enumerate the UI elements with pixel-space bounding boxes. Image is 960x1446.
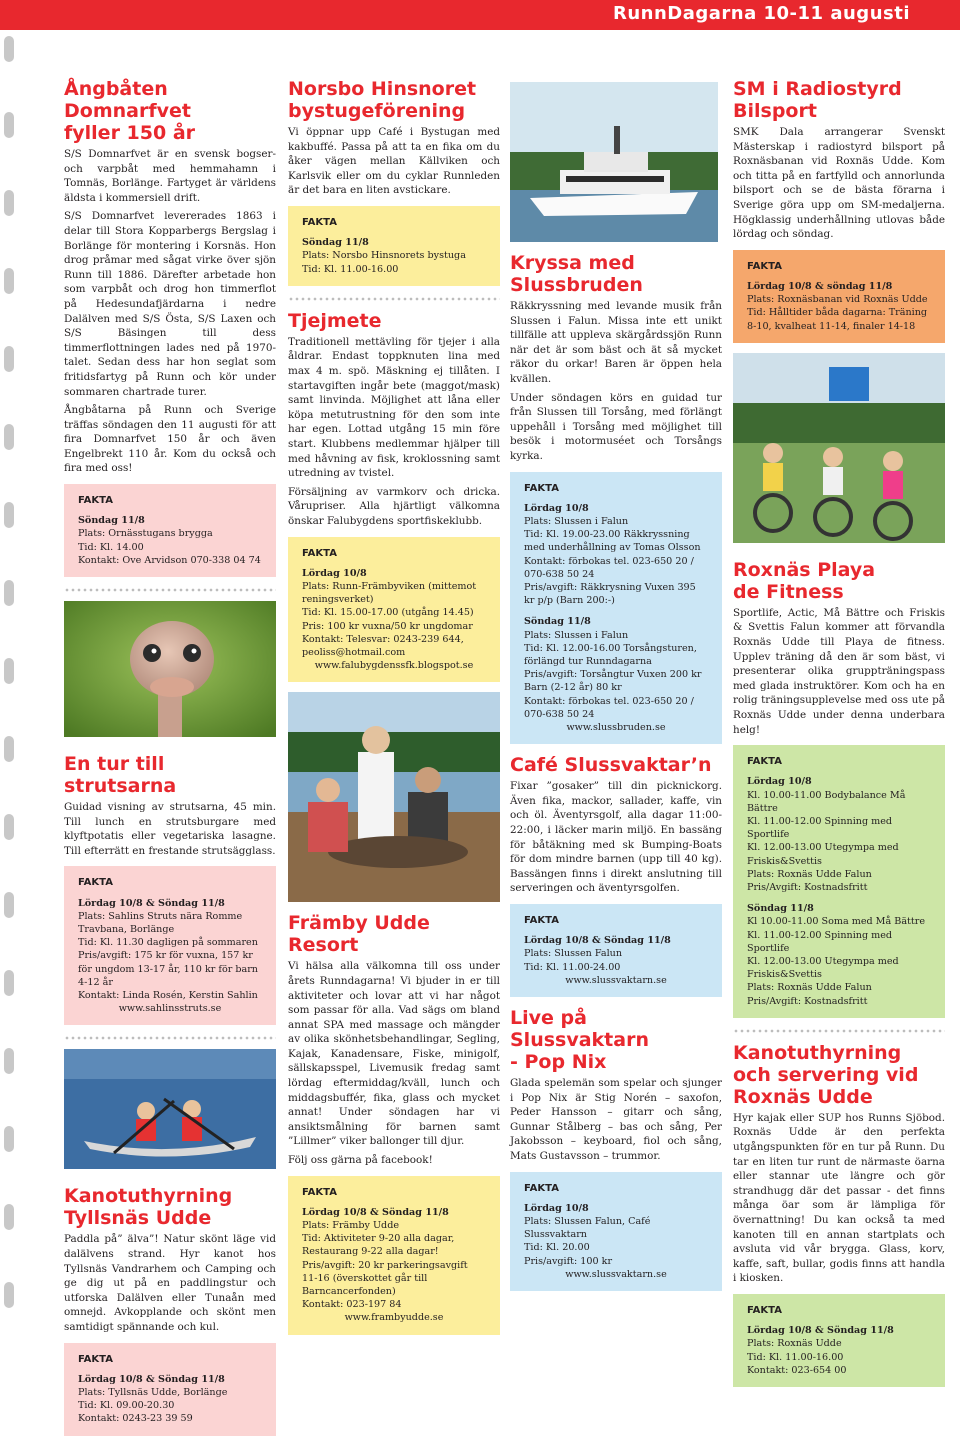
domnarfvet-title: Ångbåten Domnarfvet fyller 150 år — [64, 78, 196, 144]
fakta-line: Lördag 10/8 & Söndag 11/8 — [747, 1325, 894, 1337]
fakta-line: Söndag 11/8 — [747, 903, 814, 915]
column-4 — [733, 78, 945, 1397]
fakta-line: Pris: 100 kr vuxna/50 kr ungdomar — [302, 620, 473, 632]
fakta-line: Pris/avgift: 20 kr parkeringsavgift 11-16 (överskottet går till Barncancerfonden) — [302, 1259, 468, 1298]
fakta-line: Kl. 11.00-12.00 Spinning med Sportlife — [747, 929, 893, 954]
fakta-line: Plats: Ornässtugans brygga — [78, 528, 213, 540]
cafe-photo — [288, 692, 500, 902]
tjejmete-fakta-box — [288, 537, 500, 683]
fakta-line: Plats: Roxnäs Udde Falun — [747, 982, 872, 994]
fakta-label: FAKTA — [747, 260, 782, 272]
domnarfvet-paragraph-2: S/S Domnarfvet levererades 1863 i delar till Stora Kopparbergs Bergslag i Borlänge för montering i Korsnäs. Hon drog pråmar med sågat virke över sjön Runn till 1886. Därefter arbetade hon som varpbåt och drog hon timmerflot på Hedesundafjärdarna i nedre Dalälven med S/S Östa, S/S Laxen och S/S Bäsingen till dess timmerflottningen lades ned på 1970-talet. Sedan dess har hon seglat som fritidsfartyg på Runn och kör under sommaren chartrade turer. — [64, 210, 276, 398]
fakta-line: Plats: Slussen Falun, Café Slussvaktarn — [524, 1215, 651, 1241]
slussbruden-paragraph-2: Under söndagen körs en guidad tur från Slussen till Torsång, med förlängt uppehåll i Torsång med möjlighet till besök i motormuséet och Torsångs kyrka. — [510, 391, 722, 462]
fakta-line: Plats: Slussen i Falun — [524, 515, 629, 527]
fakta-link[interactable]: www.falubygdenssfk.blogspot.se — [314, 660, 474, 672]
playa-fakta-box — [733, 745, 945, 1018]
fakta-line: Plats: Roxnäs Udde Falun — [747, 868, 872, 880]
slussbruden-fakta-box — [510, 472, 722, 745]
dotted-divider — [64, 1035, 276, 1041]
fakta-link[interactable]: www.slussbruden.se — [566, 721, 666, 733]
header-title: RunnDagarna 10-11 augusti — [612, 3, 910, 24]
cafe-title: Café Slussvaktar’n — [510, 754, 712, 777]
fakta-line: Kl. 11.00-12.00 Spinning med Sportlife — [747, 815, 893, 841]
fakta-line: Plats: Främby Udde — [302, 1220, 400, 1232]
fakta-line: Lördag 10/8 — [747, 776, 812, 788]
tjejmete-paragraph-1: Traditionell mettävling för tjejer i alla åldrar. Endast toppknuten lina med max 4 m. spö. Mäskning ej tillåten. I startavgiften ingår bete (maggot/mask) samt linvinda. Möjlighet att låna eller köpa metutrustning för den som inte har egen. Lottad utgång 15 min före start. Klubbens medlemmar hjälper till med håvning av fisk, kroklossning samt utredning av tvistel. — [288, 335, 500, 480]
fakta-line: Söndag 11/8 — [302, 237, 369, 249]
struts-title: En tur till strutsarna — [64, 753, 177, 798]
fakta-line: Tid: Kl. 11.00-16.00 — [747, 1351, 844, 1363]
fakta-label: FAKTA — [78, 877, 113, 889]
fakta-label: FAKTA — [524, 1182, 559, 1194]
fakta-label: FAKTA — [524, 482, 559, 494]
fakta-label: FAKTA — [302, 547, 337, 559]
fakta-line: Lördag 10/8 & söndag 11/8 — [747, 280, 893, 292]
fakta-line: Tid: Aktiviteter 9-20 alla dagar, Restaurang 9-22 alla dagar! — [302, 1233, 455, 1258]
fakta-line: Kontakt: 023-654 00 — [747, 1364, 847, 1376]
fakta-line: Tid: Kl. 12.00-16.00 Torsångsturen, förlängd tur Runndagarna — [524, 642, 697, 667]
fakta-label: FAKTA — [747, 1304, 782, 1316]
fakta-line: Lördag 10/8 & Söndag 11/8 — [78, 897, 225, 909]
fakta-link[interactable]: www.frambyudde.se — [344, 1312, 444, 1324]
domnarfvet-fakta-box — [64, 484, 276, 577]
fakta-label: FAKTA — [302, 216, 337, 228]
fakta-line: Tid: Kl. 11.00-16.00 — [302, 263, 399, 275]
framby-paragraph-2: Följ oss gärna på facebook! — [288, 1154, 433, 1167]
column-2 — [288, 78, 500, 1345]
fakta-label: FAKTA — [78, 1353, 113, 1365]
sm-title: SM i Radiostyrd Bilsport — [733, 78, 902, 122]
framby-paragraph-1: Vi hälsa alla välkomna till oss under årets Runndagarna! Vi bjuder in er till aktiviteter och lovar att vi har något som passar för alla. Vad sägs om bland annat SPA med massage och mängder av olika skönhetsbehandlingar, Segling, Kajak, Kanadensare, Fiske, minigolf, sällskapsspel, Livemusik fredag samt lördag eftermiddag/kväll, lunch och middagsbuffér, fika, glass och mycket annat! Under söndagen har vi ansiktsmålning för barnen samt ”Lillmer” viker ballonger till djur. — [288, 960, 500, 1148]
boat-photo — [510, 82, 718, 242]
fakta-line: Kontakt: 023-197 84 — [302, 1299, 402, 1311]
fakta-line: Tid: Kl. 14.00 — [78, 541, 144, 553]
fakta-label: FAKTA — [78, 495, 113, 507]
struts-paragraph: Guidad visning av strutsarna, 45 min. Till lunch en strutsburgare med klyftpotatis eller vegetariska lasagne. Till efterrätt en frestande strutsägglass. — [64, 801, 276, 857]
fakta-line: Lördag 10/8 — [302, 567, 367, 579]
ostrich-photo — [64, 601, 276, 737]
fakta-label: FAKTA — [747, 756, 782, 768]
fakta-line: Lördag 10/8 & Söndag 11/8 — [302, 1206, 449, 1218]
cafe-paragraph: Fixar ”gosaker” till din picknickorg. Även fika, mackor, sallader, kaffe, vin och öl. Äventyrsgolf, alla dagar 11:00-22:00, i läcker marin miljö. En bassäng för båtäkning med sk Bumping-Boats för dom mindre barnen (upp till 40 kg). Bassängen finns i direkt anslutning till serveringen och äventyrsgolfen. — [510, 780, 722, 895]
column-1 — [64, 78, 276, 1446]
domnarfvet-paragraph-3: Ångbåtarna på Runn och Sverige träffas söndagen den 11 augusti för att fira Domnarfvet 150 år och även Engelbrekt 110 år. Kom du också och fira med oss! — [64, 404, 276, 475]
fakta-line: Tid: Kl. 09.00-20.30 — [78, 1400, 175, 1412]
fakta-line: Lördag 10/8 & Söndag 11/8 — [524, 935, 671, 947]
fakta-link[interactable]: www.slussvaktarn.se — [565, 974, 667, 986]
fakta-line: Kontakt: 0243-23 39 59 — [78, 1413, 193, 1425]
fakta-line: Plats: Norsbo Hinsnorets bystuga — [302, 250, 466, 262]
fakta-line: Lördag 10/8 — [524, 502, 589, 514]
fakta-line: Kontakt: förbokas tel. 023-650 20 / 070-638 50 24 — [524, 555, 694, 580]
fakta-link[interactable]: www.slussvaktarn.se — [565, 1268, 667, 1280]
fakta-line: Plats: Slussen Falun — [524, 948, 623, 960]
tjejmete-paragraph-2: Försäljning av varmkorv och dricka. Vårupriser. Alla hjärtligt välkomna önskar Falubygdens sportfiskeklubb. — [288, 485, 500, 527]
fakta-line: Kl. 12.00-13.00 Utegympa med Friskis&Svettis — [747, 955, 899, 981]
roxnas-paragraph: Hyr kajak eller SUP hos Runns Sjöbod. Roxnäs Udde är den perfekta utgångspunkten för en tur på Runn. Du tar en liten tur runt de närmaste öarna eller stannar ute längre och gör strandhugg där det passar - det finns många öar som är lämpliga för övernattning! Du kan också ta med kanoten till en annan startplats och avsluta vid vår brygga. Glass, korv, kaffe, saft, bullar, godis finns att handla i kiosken. — [733, 1111, 945, 1285]
dotted-divider — [288, 296, 500, 302]
sm-fakta-box — [733, 250, 945, 343]
roxnas-title: Kanotuthyrning och servering vid Roxnäs Udde — [733, 1041, 919, 1108]
fakta-line: Tid: Kl. 20.00 — [524, 1242, 590, 1254]
fakta-line: Kl 10.00-11.00 Soma med Må Bättre — [747, 916, 926, 928]
fakta-line: Plats: Tyllsnäs Udde, Borlänge — [78, 1387, 228, 1399]
framby-fakta-box — [288, 1176, 500, 1335]
column-3 — [510, 82, 722, 1301]
binder-holes — [4, 0, 14, 1331]
playa-title: Roxnäs Playa de Fitness — [733, 558, 876, 603]
fakta-line: Plats: Runn-Främbyviken (mittemot reningsverket) — [302, 580, 477, 606]
fakta-label: FAKTA — [302, 1186, 337, 1198]
fakta-line: Kl. 10.00-11.00 Bodybalance Må Bättre — [747, 789, 906, 814]
fakta-line: Tid: Kl. 11.30 dagligen på sommaren — [78, 937, 258, 949]
spinning-photo — [733, 353, 945, 543]
sm-paragraph: SMK Dala arrangerar Svenskt Mästerskap i radiostyrd bilsport på Roxnäsbanan vid Roxnäs Udde. Kom och titta på en fartfylld och annorlunda bilsport och se de bästa förarna i Sverige göra upp om SM-medaljerna. Högklassig underhållning utlovas både lördag och söndag. — [733, 126, 945, 241]
fakta-line: Söndag 11/8 — [78, 515, 145, 527]
fakta-line: Plats: Roxnäs Udde — [747, 1338, 842, 1350]
slussbruden-title: Kryssa med Slussbruden — [510, 252, 643, 296]
fakta-line: Kontakt: Telesvar: 0243-239 644, peoliss@hotmail.com — [302, 633, 464, 658]
fakta-line: Pris/avgift: Torsångtur Vuxen 200 kr Barn (2-12 år) 80 kr — [524, 669, 702, 694]
fakta-line: Pris/avgift: 100 kr — [524, 1255, 613, 1267]
tyllsnas-paragraph: Paddla på” älva”! Natur skönt läge vid dalälvens strand. Hyr kanot hos Tyllsnäs Vandrarhem och Camping och ge dig ut på en paddlingstur och utforska Dalälven eller Tunaån med omnejd. Avkopplande och skönt men samtidigt spännande och kul. — [64, 1233, 276, 1334]
norsbo-title: Norsbo Hinsnoret bystugeförening — [288, 78, 477, 122]
dotted-divider — [64, 587, 276, 593]
fakta-line: Söndag 11/8 — [524, 616, 591, 628]
dotted-divider — [733, 1028, 945, 1034]
page-header — [0, 0, 960, 30]
fakta-line: Kontakt: Linda Rosén, Kerstin Sahlin — [78, 990, 258, 1002]
domnarfvet-paragraph-1: S/S Domnarfvet är en svensk bogser- och varpbåt med hemmahamn i Tomnäs, Borlänge. Fartyget är världens äldsta i kommersiell drift. — [64, 148, 276, 204]
fakta-label: FAKTA — [524, 914, 559, 926]
fakta-line: Kl. 12.00-13.00 Utegympa med Friskis&Svettis — [747, 842, 899, 867]
fakta-line: Plats: Sahlins Struts nära Romme Travbana, Borlänge — [78, 910, 243, 936]
canoe-photo — [64, 1049, 276, 1169]
cafe-fakta-box — [510, 904, 722, 997]
fakta-line: Kontakt: förbokas tel. 023-650 20 / 070-638 50 24 — [524, 695, 694, 720]
popnix-paragraph: Glada spelemän som spelar och sjunger i Pop Nix är Stig Norén – saxofon, Peder Hansson – gitarr och sång, Gunnar Stålberg – bas och sång, Per Jakobsson – keyboard, fiol och sång, Mats Gustavsson – trummor. — [510, 1076, 722, 1162]
fakta-line: Plats: Slussen i Falun — [524, 629, 629, 641]
norsbo-paragraph: Vi öppnar upp Café i Bystugan med kakbuffé. Passa på att ta en fika om du åker vägen mellan Källviken och Karlsvik eller om du cyklar Runnleden är det bara en liten avstickare. — [288, 126, 500, 197]
fakta-line: Pris/avgift: 175 kr för vuxna, 157 kr för ungdom 13-17 år, 110 kr för barn 4-12 år — [78, 950, 258, 988]
fakta-line: Tid: Kl. 11.00-24.00 — [524, 961, 621, 973]
norsbo-fakta-box — [288, 206, 500, 286]
fakta-line: Tid: Hålltider båda dagarna: Träning 8-10, kvalheat 11-14, finaler 14-18 — [747, 307, 928, 332]
slussbruden-paragraph-1: Räkkryssning med levande musik från Slussen i Falun. Missa inte ett unikt tillfälle att uppleva skärgårdssjön Runn när det är som bäst och ät så mycket räkor du orkar! Baren är öppen hela kvällen. — [510, 300, 722, 385]
fakta-line: Plats: Roxnäsbanan vid Roxnäs Udde — [747, 294, 928, 306]
fakta-link[interactable]: www.sahlinsstruts.se — [118, 1003, 222, 1015]
fakta-line: Tid: Kl. 15.00-17.00 (utgång 14.45) — [302, 607, 474, 619]
fakta-line: Lördag 10/8 & Söndag 11/8 — [78, 1373, 225, 1385]
fakta-line: Kontakt: Ove Arvidson 070-338 04 74 — [78, 554, 261, 566]
fakta-line: Pris/avgift: Räkkrysning Vuxen 395 kr p/p (Barn 200:-) — [524, 581, 696, 607]
popnix-title: Live på Slussvaktarn - Pop Nix — [510, 1006, 649, 1073]
fakta-line: Tid: Kl. 19.00-23.00 Räkkryssning med underhållning av Tomas Olsson — [524, 529, 701, 554]
playa-paragraph: Sportlife, Actic, Må Bättre och Friskis & Svettis Falun kommer att förvandla Roxnäs Udde till Playa de fitness. Upplev träning då den är som bäst, vi presenterar olika gruppträningspass med glada instruktörer. Kom och ha en rolig träningsupplevelse med oss ute på Roxnäs Udde under denna underbara helg! — [733, 606, 945, 736]
fakta-line: Lördag 10/8 — [524, 1202, 589, 1214]
fakta-line: Pris/Avgift: Kostnadsfritt — [747, 881, 868, 893]
roxnas-fakta-box — [733, 1294, 945, 1387]
framby-title: Främby Udde Resort — [288, 912, 430, 957]
tyllsnas-fakta-box — [64, 1343, 276, 1436]
tjejmete-title: Tjejmete — [288, 309, 382, 332]
struts-fakta-box — [64, 866, 276, 1025]
tyllsnas-title: Kanotuthyrning Tyllsnäs Udde — [64, 1185, 233, 1230]
popnix-fakta-box — [510, 1172, 722, 1291]
fakta-line: Pris/Avgift: Kostnadsfritt — [747, 995, 868, 1007]
